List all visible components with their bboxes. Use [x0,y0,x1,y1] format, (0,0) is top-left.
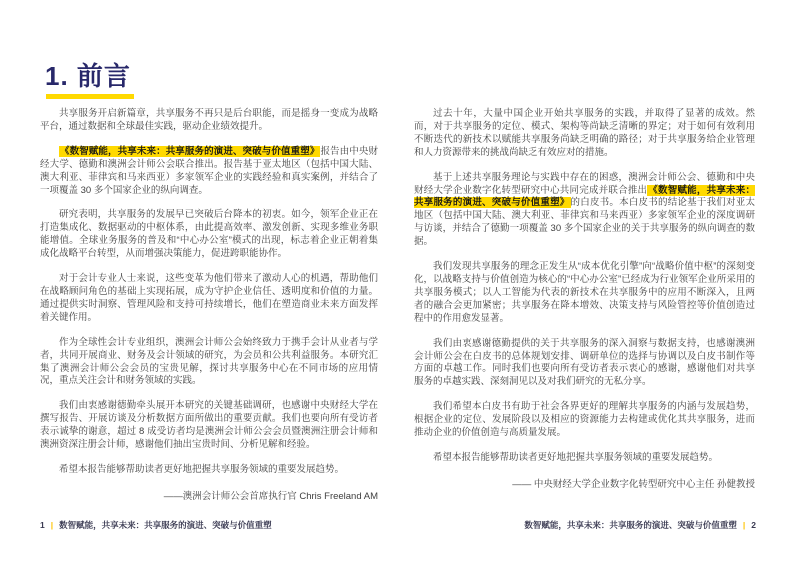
paragraph-text: 共享服务开启新篇章，共享服务不再只是后台职能，而是摇身一变成为战略平台，通过数据和全球最佳实践，驱动企业绩效提升。 [40,108,378,132]
paragraph [414,172,755,249]
right-page-column [414,108,755,492]
footer-title-left: 数智赋能，共享未来：共享服务的演进、突破与价值重塑 [59,520,272,530]
paragraph-text: 我们希望本白皮书有助于社会各界更好的理解共享服务的内涵与发展趋势，根据企业的定位、发展阶段以及相应的资源能力去构建或优化其共享服务，进而推动企业的价值创造与高质量发展。 [414,401,755,439]
paragraph [40,273,378,325]
paragraph [414,108,755,160]
title-accent-bar [46,94,134,99]
paragraph-text: 希望本报告能够帮助读者更好地把握共享服务领域的重要发展趋势。 [433,451,719,463]
paragraph-text: 我们发现共享服务的理念正发生从“成本优化引擎”向“战略价值中枢”的深刻变化，以战略支持与价值创造为核心的“中心办公室”已经成为行业领军企业所采用的共享服务模式；以人工智能为代表的新技术在共享服务中的应用不断深入，且两者的融合会更加紧密；共享服务在降本增效、决策支持与风险管控等价值创造过程中的作用愈发显著。 [414,261,755,324]
footer-left [40,519,272,531]
page-number-left: 1 [40,520,45,530]
footer-separator: | [742,520,746,530]
paragraph [414,338,755,390]
paragraph [40,209,378,261]
paragraph-text: 作为全球性会计专业组织，澳洲会计师公会始终致力于携手会计从业者与学者，共同开展商业、财务及会计领域的研究，为会员和公共利益服务。本研究汇集了澳洲会计师公会会员的宝贵见解，探讨共享服务中心在不同市场的应用情况，重点关注会计和财务领域的实践。 [40,336,378,387]
signature-right: —— 中央财经大学企业数字化转型研究中心主任 孙健教授 [512,478,755,490]
paragraph-text: 对于会计专业人士来说，这些变革为他们带来了激动人心的机遇，帮助他们在战略顾问角色的基础上实现拓展，成为守护企业信任、透明度和价值的力量。通过提供实时洞察、管理风险和支持可持续增长，他们在塑造商业未来方面发挥着关键作用。 [40,273,378,323]
paragraph [40,108,378,134]
footer-separator: | [50,520,54,530]
section-title: 1. 前言 [45,61,131,91]
footer-right [524,519,756,531]
paragraph [40,146,378,198]
left-page-column [40,108,378,504]
paragraph [40,400,378,452]
paragraph-text: 报告由中央财经大学、德勤和澳洲会计师公会联合推出。报告基于亚太地区（包括中国大陆、澳大利亚、菲律宾和马来西亚）多家领军企业的实践经验和真实案例，并结合了一项覆盖 30 多个国家企业的纵向调查。 [40,145,378,196]
page-number-right: 2 [751,520,756,530]
paragraph [414,452,755,465]
paragraph-text: 的白皮书。本白皮书的结论基于我们对亚太地区（包括中国大陆、澳大利亚、菲律宾和马来西亚）多家领军企业的深度调研与访谈，并结合了德勤一项覆盖 30 多个国家企业的关于共享服务的纵向调查的数据。 [414,197,755,248]
report-title-highlight: 《数智赋能，共享未来：共享服务的演进、突破与价值重塑》 [414,184,755,209]
footer-title-right: 数智赋能，共享未来：共享服务的演进、突破与价值重塑 [524,520,737,530]
paragraph-text: 基于上述共享服务理论与实践中存在的困惑，澳洲会计师公会、德勤和中央财经大学企业数字化转型研究中心共同完成并联合推出 [414,171,755,196]
paragraph-text: 研究表明，共享服务的发展早已突破后台降本的初衷。如今，领军企业正在打造集成化、数据驱动的中枢体系，由此提高效率、激发创新、实现多维业务职能增值。全球业务服务的普及和“中心办公室”模式的出现，标志着企业正朝着集成化战略平台转型，从而增强决策能力，促进跨职能协作。 [40,209,378,260]
paragraph [414,261,755,326]
paragraph-text: 我们由衷感谢德勤牵头展开本研究的关键基础调研，也感谢中央财经大学在撰写报告、开展访谈及分析数据方面所做出的重要贡献。我们也要向所有受访者表示诚挚的谢意，超过 8 成受访者均是澳洲会计师公会会员暨澳洲注册会计师和澳洲资深注册会计师，感谢他们抽出宝贵时间、分析见解和经验。 [40,400,378,451]
paragraph-text: 希望本报告能够帮助读者更好地把握共享服务领域的重要发展趋势。 [59,463,345,475]
paragraph [414,401,755,440]
paragraph [40,337,378,389]
report-title-highlight: 《数智赋能，共享未来：共享服务的演进、突破与价值重塑》 [60,145,320,157]
signature-left: ——澳洲会计师公会首席执行官 Chris Freeland AM [163,490,378,502]
paragraph-text: 我们由衷感谢德勤提供的关于共享服务的深入洞察与数据支持，也感谢澳洲会计师公会在白皮书的总体规划安排、调研单位的选择与协调以及白皮书制作等方面的卓越工作。同时我们也要向所有受访者表示衷心的感谢，感谢他们对共享服务的卓越实践、深刻洞见以及对我们研究的无私分享。 [414,337,755,388]
paragraph-text: 过去十年，大量中国企业开始共享服务的实践，并取得了显著的成效。然而，对于共享服务的定位、模式、架构等尚缺乏清晰的界定；对于如何有效利用不断迭代的新技术以赋能共享服务尚缺乏明确的路径；对于共享服务给企业管理和人力资源带来的挑战尚缺乏有效应对的措施。 [414,108,755,158]
paragraph [40,464,378,477]
